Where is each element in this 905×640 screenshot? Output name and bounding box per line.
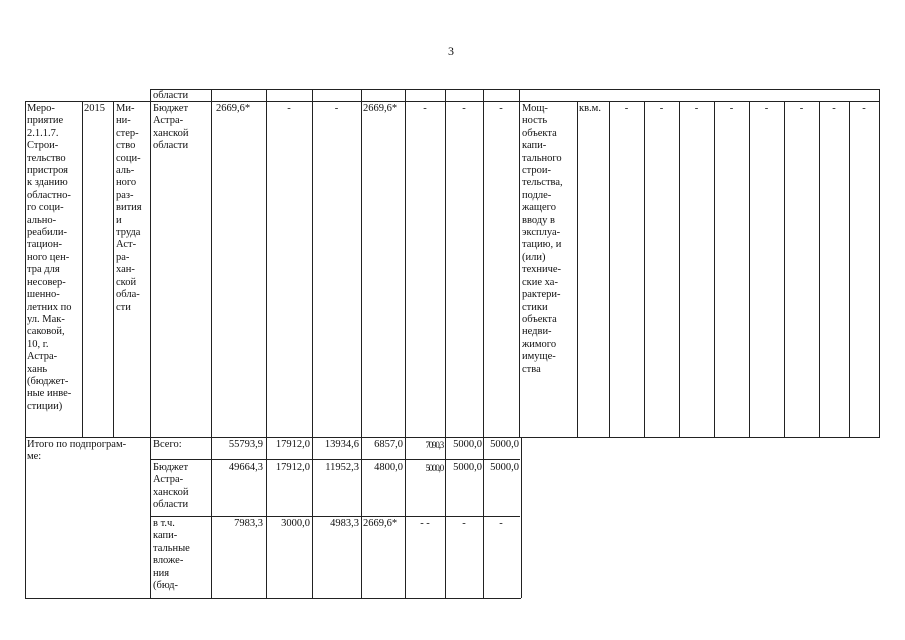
total-value: 4800,0 [374, 462, 403, 473]
row-divider [25, 437, 880, 438]
indicator-value: - [832, 103, 836, 114]
col-divider [714, 101, 715, 437]
indicator-value: - [764, 103, 769, 114]
prev-row-source: области [153, 90, 189, 101]
col-divider [577, 101, 578, 437]
indicator-name: Мощ- ность объекта капи- тального строи- тельства, подле- жащего вводу в эксплуа- тацию, и (или) техниче- ские ха- рактери- стики объекта недви- жимого имуще- ства [522, 103, 563, 375]
measure-value: - [462, 103, 466, 114]
total-value: 13934,6 [324, 439, 359, 450]
table-border-top [150, 89, 880, 90]
col-divider [361, 89, 362, 437]
indicator-value: - [694, 103, 699, 114]
total-value: 17912,0 [275, 462, 310, 473]
total-value: 55793,9 [228, 439, 263, 450]
col-divider [150, 437, 151, 598]
table-border-left [25, 101, 26, 598]
col-divider [312, 89, 313, 437]
total-value: 5000,0 [425, 463, 443, 473]
total-value: 5000,0 [453, 439, 482, 450]
col-divider [749, 101, 750, 437]
total-value: 5000,0 [490, 439, 519, 450]
col-divider [521, 437, 522, 598]
col-divider [82, 101, 83, 437]
indicator-value: - [862, 103, 866, 114]
row-divider [150, 459, 520, 460]
indicator-unit: кв.м. [579, 103, 601, 114]
measure-executor: Ми- ни- стер- ство соци- аль- ного раз- вития и труда Аст- ра- хан- ской обла- сти [116, 103, 142, 313]
total-value: 17912,0 [275, 439, 310, 450]
col-divider [644, 101, 645, 437]
total-value: 7983,3 [234, 518, 263, 529]
total-value: 49664,3 [228, 462, 263, 473]
col-divider [849, 101, 850, 437]
total-value: 4983,3 [330, 518, 359, 529]
measure-year: 2015 [84, 103, 105, 114]
total-value: 5000,0 [453, 462, 482, 473]
total-label: Итого по подпрограм- ме: [27, 439, 127, 463]
measure-value: 2669,6* [363, 103, 398, 114]
table-border-right [879, 89, 880, 437]
measure-value: - [334, 103, 339, 114]
total-value: 5000,0 [490, 462, 519, 473]
col-divider [519, 89, 520, 437]
col-divider [211, 89, 212, 437]
indicator-value: - [624, 103, 629, 114]
col-divider [445, 89, 446, 437]
total-value: 3000,0 [281, 518, 310, 529]
col-divider [819, 101, 820, 437]
row-divider [150, 516, 520, 517]
col-divider [483, 89, 484, 437]
col-divider [266, 89, 267, 437]
col-divider [679, 101, 680, 437]
measure-value: - [287, 103, 291, 114]
measure-source: Бюджет Астра- ханской области [153, 103, 189, 152]
total-value: 6857,0 [374, 439, 403, 450]
total-source: Всего: [153, 439, 182, 450]
measure-value: - [423, 103, 427, 114]
col-divider [405, 89, 406, 437]
total-value: 2669,6* [363, 518, 398, 529]
indicator-value: - [659, 103, 664, 114]
indicator-value: - [799, 103, 804, 114]
total-source: в т.ч. капи- тальные вложе- ния (бюд- [153, 518, 190, 592]
measure-name: Меро- приятие 2.1.1.7. Строи- тельство пристроя к зданию областно- го соци- ально- реабили- тацион- ного цен- тра для несовер- шенно- летних по ул. Мак- саковой, 10, г. Астра- хань (бюджет- ные инве- стиции) [27, 103, 72, 412]
measure-value: - [499, 103, 503, 114]
col-divider [784, 101, 785, 437]
total-value: 11952,3 [325, 462, 359, 473]
total-value: - - [420, 518, 430, 529]
col-divider [113, 101, 114, 437]
col-divider [150, 89, 151, 437]
table-border-bottom [25, 598, 521, 599]
indicator-value: - [729, 103, 734, 114]
page-number: 3 [448, 44, 454, 58]
measure-value: 2669,6* [216, 103, 251, 114]
total-value: - [462, 518, 466, 529]
total-value: - [499, 518, 503, 529]
col-divider [609, 101, 610, 437]
total-source: Бюджет Астра- ханской области [153, 462, 189, 511]
total-value: 7090,3 [425, 440, 443, 450]
